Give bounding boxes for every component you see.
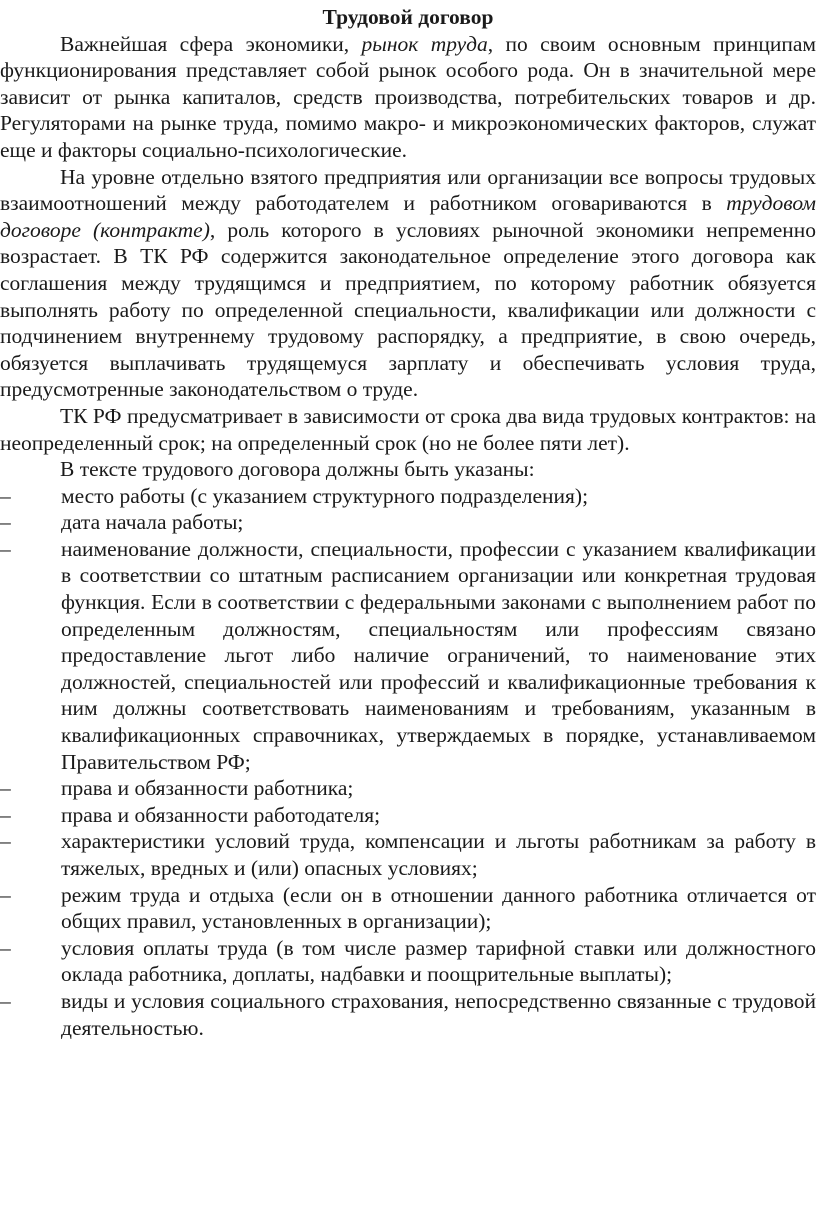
paragraph-contract-types: ТК РФ предусматривает в зависимости от срока два вида трудовых контрактов: на неопределенный срок; на определенный срок (но не более пяти лет). (0, 403, 816, 455)
dash-marker: – (0, 510, 11, 535)
list-item (0, 988, 816, 1041)
list-item-text: место работы (с указанием структурного подразделения); (61, 483, 589, 508)
list-item (0, 828, 816, 881)
list-item-text: дата начала работы; (61, 510, 244, 535)
emphasis-term: рынок труда (361, 31, 488, 56)
list-item-text: наименование должности, специальности, профессии с указанием квалификации в соответствии со штатным расписанием организации или конкретная трудовая функция. Если в соответствии с федеральными законами с выполнением работ по определенным должностям, специальностям или профессиям связано предоставление льгот либо наличие ограничений, то наименование этих должностей, специальностей или профессий и квалификационные требования к ним должны соответствовать наименованиям и требованиям, указанным в квалификационных справочниках, утверждаемых в порядке, устанавливаемом Правительством РФ; (61, 536, 816, 774)
list-item (0, 935, 816, 988)
document-title: Трудовой договор (322, 5, 494, 29)
dash-marker: – (0, 988, 11, 1013)
list-item-text: права и обязанности работодателя; (61, 802, 381, 827)
dash-marker: – (0, 536, 11, 561)
list-item-text: права и обязанности работника; (61, 776, 354, 801)
list-item (0, 483, 816, 510)
dash-marker: – (0, 829, 11, 854)
dash-marker: – (0, 776, 11, 801)
dash-marker: – (0, 483, 11, 508)
paragraph-list-intro: В тексте трудового договора должны быть указаны: (60, 457, 535, 482)
dash-marker: – (0, 802, 11, 827)
list-item (0, 802, 816, 829)
paragraph-labor-market (0, 31, 816, 164)
emphasis-term: трудовом договоре (контракте) (0, 191, 816, 242)
list-item-text: характеристики условий труда, компенсации и льготы работникам за работу в тяжелых, вредных и (или) опасных условиях; (61, 829, 816, 880)
dash-marker: – (0, 935, 11, 960)
list-item (0, 882, 816, 935)
contract-terms-list (0, 483, 816, 1041)
paragraph-text: , роль которого в условиях рыночной экономики непременно возрастает. В ТК РФ содержится законодательное определение этого договора как соглашения между трудящимся и предприятием, по которому работник обязуется выполнять работу по определенной специальности, квалификации или должности с подчинением внутреннему трудовому распорядку, а предприятие, в свою очередь, обязуется выплачивать трудящемуся зарплату и обеспечивать условия труда, предусмотренные законодательством о труде. (0, 217, 816, 402)
paragraph-text: , по своим основным принципам функционирования представляет собой рынок особого рода. Он в значительной мере зависит от рынка капиталов, средств производства, потребительских товаров и др. Регуляторами на рынке труда, помимо макро- и микроэкономических факторов, служат еще и факторы социально-психологические. (0, 31, 816, 162)
list-item (0, 775, 816, 802)
paragraph-labor-contract (0, 164, 816, 403)
list-item (0, 509, 816, 536)
list-item-text: условия оплаты труда (в том числе размер тарифной ставки или должностного оклада работника, доплаты, надбавки и поощрительные выплаты); (61, 935, 816, 987)
list-item-text: режим труда и отдыха (если он в отношении данного работника отличается от общих правил, установленных в организации); (61, 882, 816, 934)
list-item-text: виды и условия социального страхования, непосредственно связанные с трудовой деятельностью. (61, 988, 816, 1040)
paragraph-text: Важнейшая сфера экономики, (60, 31, 362, 56)
list-item (0, 536, 816, 775)
dash-marker: – (0, 882, 11, 907)
paragraph-text: На уровне отдельно взятого предприятия или организации все вопросы трудовых взаимоотношений между работодателем и работником оговариваются в (0, 164, 816, 216)
